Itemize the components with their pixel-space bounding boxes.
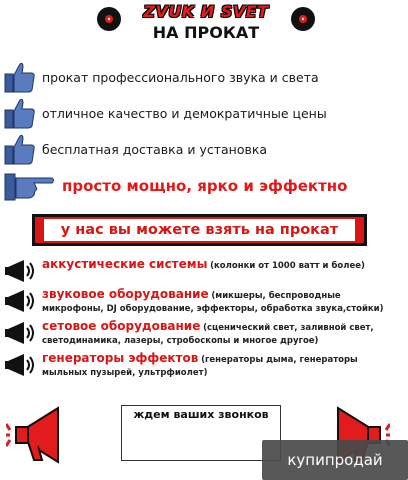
- logo: ZVUK И SVET: [143, 2, 269, 21]
- service-title: аккустические системы: [42, 257, 208, 271]
- service-item: [4, 288, 404, 316]
- call-box: [121, 405, 281, 461]
- thumbs-up-icon: [4, 60, 36, 94]
- vinyl-disc-icon: [96, 6, 122, 32]
- thumbs-up-icon: [4, 132, 36, 166]
- benefit-item: [4, 60, 319, 94]
- thumbs-up-icon: [4, 96, 36, 130]
- call-to-action: ждем ваших звонков: [133, 408, 269, 421]
- vinyl-disc-icon: [290, 6, 316, 32]
- benefit-text: прокат профессионального звука и света: [42, 69, 319, 85]
- logo-subtitle: НА ПРОКАТ: [152, 23, 260, 42]
- highlight-text: просто мощно, ярко и эффектно: [62, 177, 348, 195]
- service-details: (сценический свет, заливной свет, светодинамика, лазеры, стробоскопы и многое другое): [42, 323, 374, 346]
- megaphone-icon: [4, 320, 40, 346]
- service-item: [4, 320, 404, 348]
- service-title: генераторы эффектов: [42, 351, 199, 365]
- benefit-item: [4, 132, 267, 166]
- megaphone-icon: [6, 400, 84, 470]
- benefit-text: бесплатная доставка и установка: [42, 141, 268, 157]
- watermark: купипродай: [262, 440, 408, 480]
- service-item: [4, 352, 404, 380]
- benefit-text: отличное качество и демократичные цены: [42, 105, 327, 121]
- pointing-hand-icon: [4, 168, 56, 204]
- service-details: (генераторы дыма, генераторы мыльных пузырей, ультрфиолет): [42, 355, 358, 378]
- service-details: (колонки от 1000 ватт и более): [210, 261, 365, 271]
- service-item: [4, 258, 404, 273]
- rental-banner: [32, 214, 367, 246]
- service-title: звуковое оборудование: [42, 287, 209, 301]
- benefit-item: [4, 96, 327, 130]
- header: [96, 2, 316, 48]
- megaphone-icon: [4, 352, 40, 378]
- service-title: сетовое оборудование: [42, 319, 201, 333]
- banner-text: у нас вы можете взять на прокат: [44, 219, 355, 241]
- megaphone-icon: [4, 288, 40, 314]
- megaphone-icon: [4, 258, 40, 284]
- service-details: (микшеры, беспроводные микрофоны, DJ оборудование, эффекторы, обработка звука,стойки): [42, 291, 384, 314]
- highlight-row: [4, 168, 347, 204]
